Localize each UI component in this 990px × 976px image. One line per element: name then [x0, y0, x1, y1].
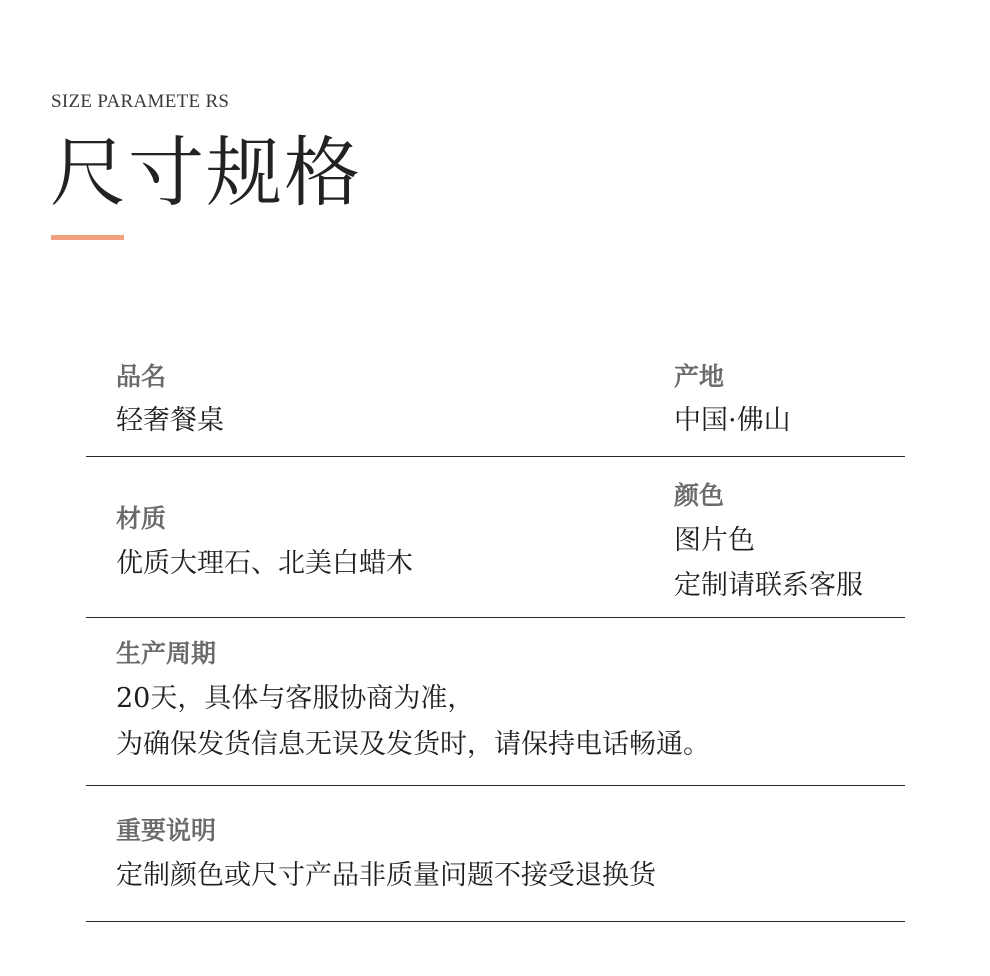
divider-line: [86, 921, 905, 922]
product-name-label: 品名: [116, 362, 167, 391]
divider-line: [86, 785, 905, 786]
product-name-value: 轻奢餐桌: [116, 405, 224, 436]
color-value-line1: 图片色: [674, 525, 755, 556]
important-note-label: 重要说明: [116, 816, 217, 845]
material-value: 优质大理石、北美白蜡木: [116, 548, 413, 579]
material-label: 材质: [116, 504, 167, 533]
production-cycle-label: 生产周期: [116, 639, 217, 668]
divider-line: [86, 617, 905, 618]
accent-bar: [51, 235, 124, 240]
important-note-value: 定制颜色或尺寸产品非质量问题不接受退换货: [116, 860, 656, 891]
divider-line: [86, 456, 905, 457]
production-cycle-value-line2: 为确保发货信息无误及发货时，请保持电话畅通。: [116, 729, 710, 760]
color-value-line2: 定制请联系客服: [674, 570, 863, 601]
origin-label: 产地: [674, 362, 725, 391]
color-label: 颜色: [674, 481, 725, 510]
origin-value: 中国·佛山: [674, 405, 791, 436]
subtitle-en: SIZE PARAMETE RS: [51, 91, 230, 112]
production-cycle-value-line1: 20天，具体与客服协商为准，: [116, 683, 475, 714]
page-title: 尺寸规格: [50, 128, 362, 217]
